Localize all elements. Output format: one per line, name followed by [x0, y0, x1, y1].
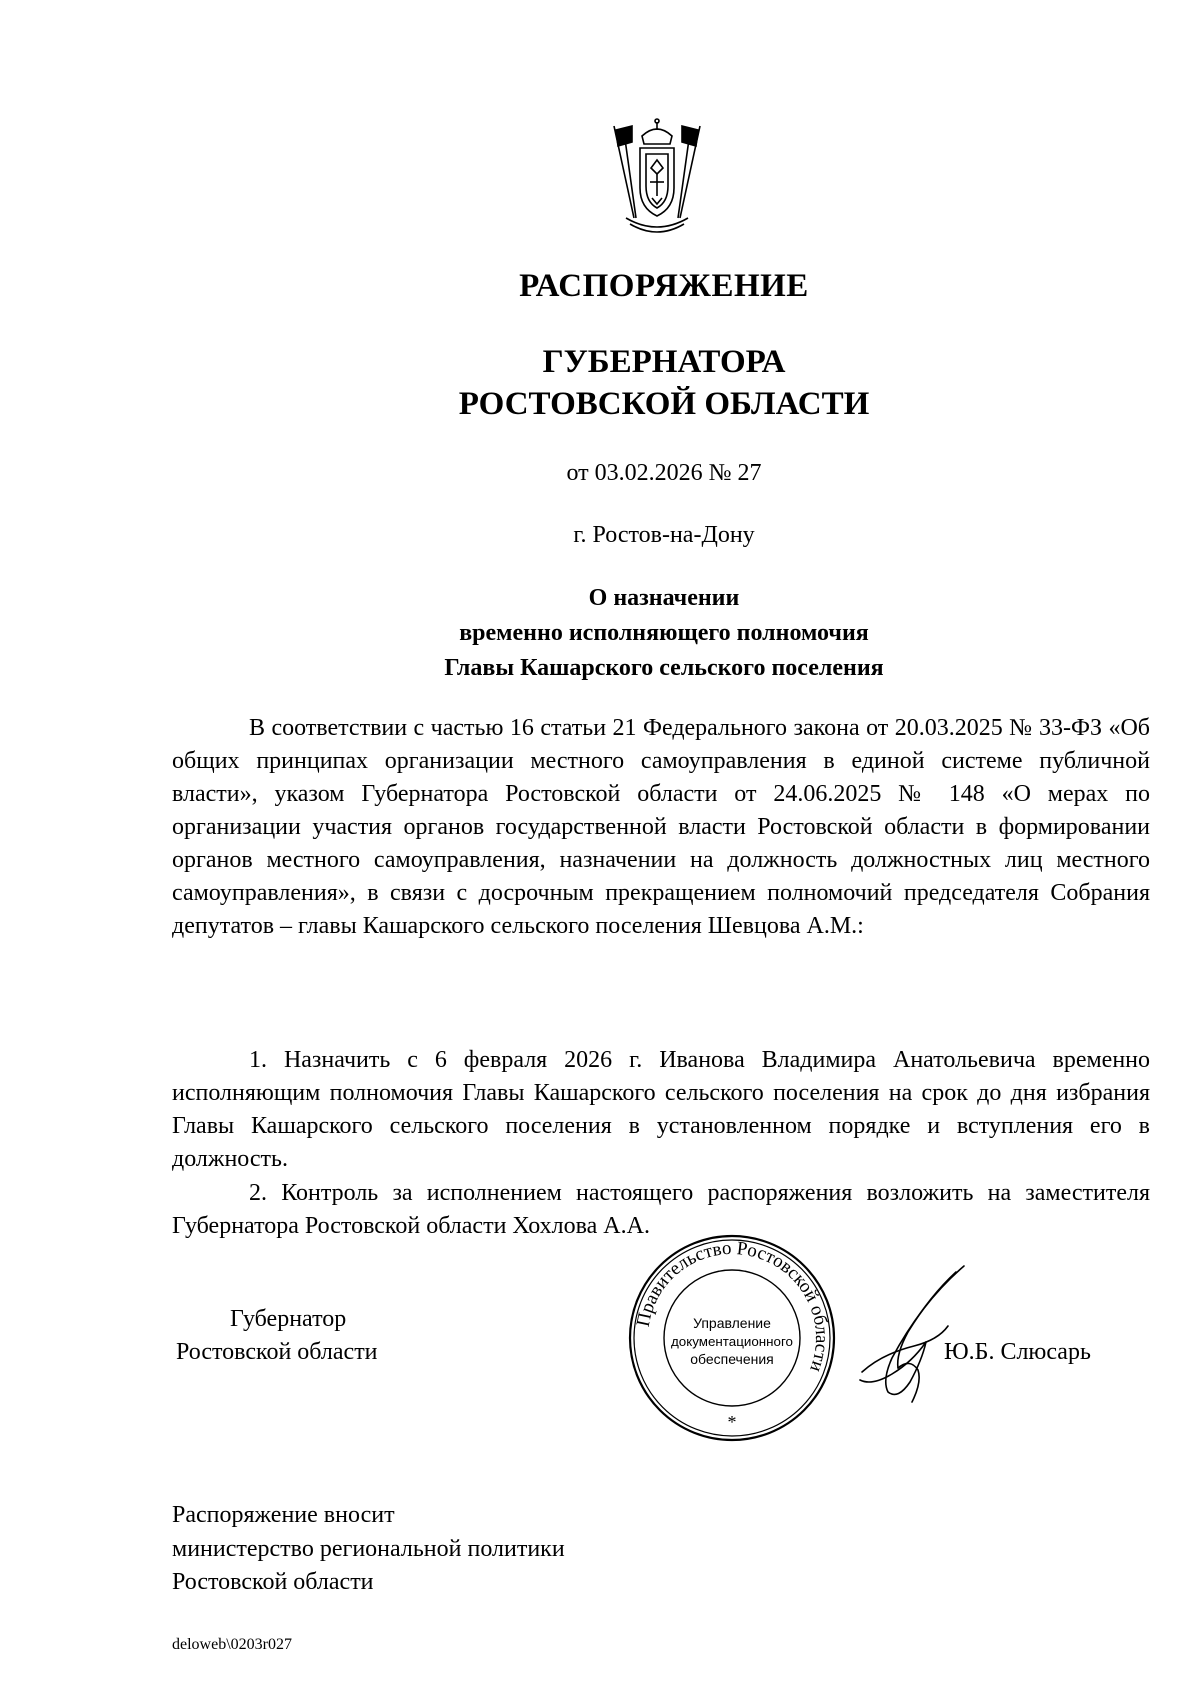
order-item-2: 2. Контроль за исполнением настоящего распоряжения возложить на заместителя Губернатора Ростовской области Хохлова А.А. [172, 1180, 1150, 1239]
document-city: г. Ростов-на-Дону [573, 522, 755, 548]
submitted-by-line1: Распоряжение вносит [172, 1502, 395, 1528]
signer-name: Ю.Б. Слюсарь [944, 1339, 1091, 1365]
submitted-by-line3: Ростовской области [172, 1569, 374, 1595]
subject-line3: Главы Кашарского сельского поселения [444, 655, 884, 681]
stamp-star: * [727, 1412, 737, 1432]
coat-of-arms-icon [602, 118, 712, 238]
subject-line2: временно исполняющего полномочия [459, 620, 869, 646]
stamp-center-line1: Управление [693, 1315, 771, 1331]
stamp-ring-text: Правительство Ростовской области [632, 1237, 833, 1375]
order-item-1: 1. Назначить с 6 февраля 2026 г. Иванова Владимира Анатольевича временно исполняющим полномочия Главы Кашарского сельского поселения на срок до дня избрания Главы Кашарского сельского поселения в установленном порядке и вступления его в должность. [172, 1047, 1150, 1172]
preamble-paragraph: В соответствии с частью 16 статьи 21 Федерального закона от 20.03.2025 № 33-ФЗ «Об общих принципах организации местного самоуправления в единой системе публичной власти», указом Губернатора Ростовской области от 24.06.2025 № 148 «О мерах по организации участия органов государственной власти Ростовской области в формировании органов местного самоуправления, назначении на должность должностных лиц местного самоуправления», в связи с досрочным прекращением полномочий председателя Собрания депутатов – главы Кашарского сельского поселения Шевцова А.М.: [172, 715, 1150, 939]
signer-title-line2: Ростовской области [176, 1339, 378, 1365]
stamp-center-line3: обеспечения [690, 1351, 774, 1367]
handwritten-signature [852, 1262, 972, 1407]
document-registry-code: deloweb\0203r027 [172, 1636, 292, 1653]
document-date-number: от 03.02.2026 № 27 [566, 460, 762, 486]
signer-title-line1: Губернатор [230, 1306, 347, 1332]
submitted-by-line2: министерство региональной политики [172, 1536, 565, 1562]
subject-line1: О назначении [588, 585, 740, 611]
stamp-center-line2: документационного [671, 1334, 793, 1349]
document-type-title: РАСПОРЯЖЕНИЕ [519, 268, 809, 304]
issuing-authority-line2: РОСТОВСКОЙ ОБЛАСТИ [458, 386, 870, 422]
issuing-authority-line1: ГУБЕРНАТОРА [542, 344, 786, 380]
official-stamp [626, 1232, 838, 1444]
